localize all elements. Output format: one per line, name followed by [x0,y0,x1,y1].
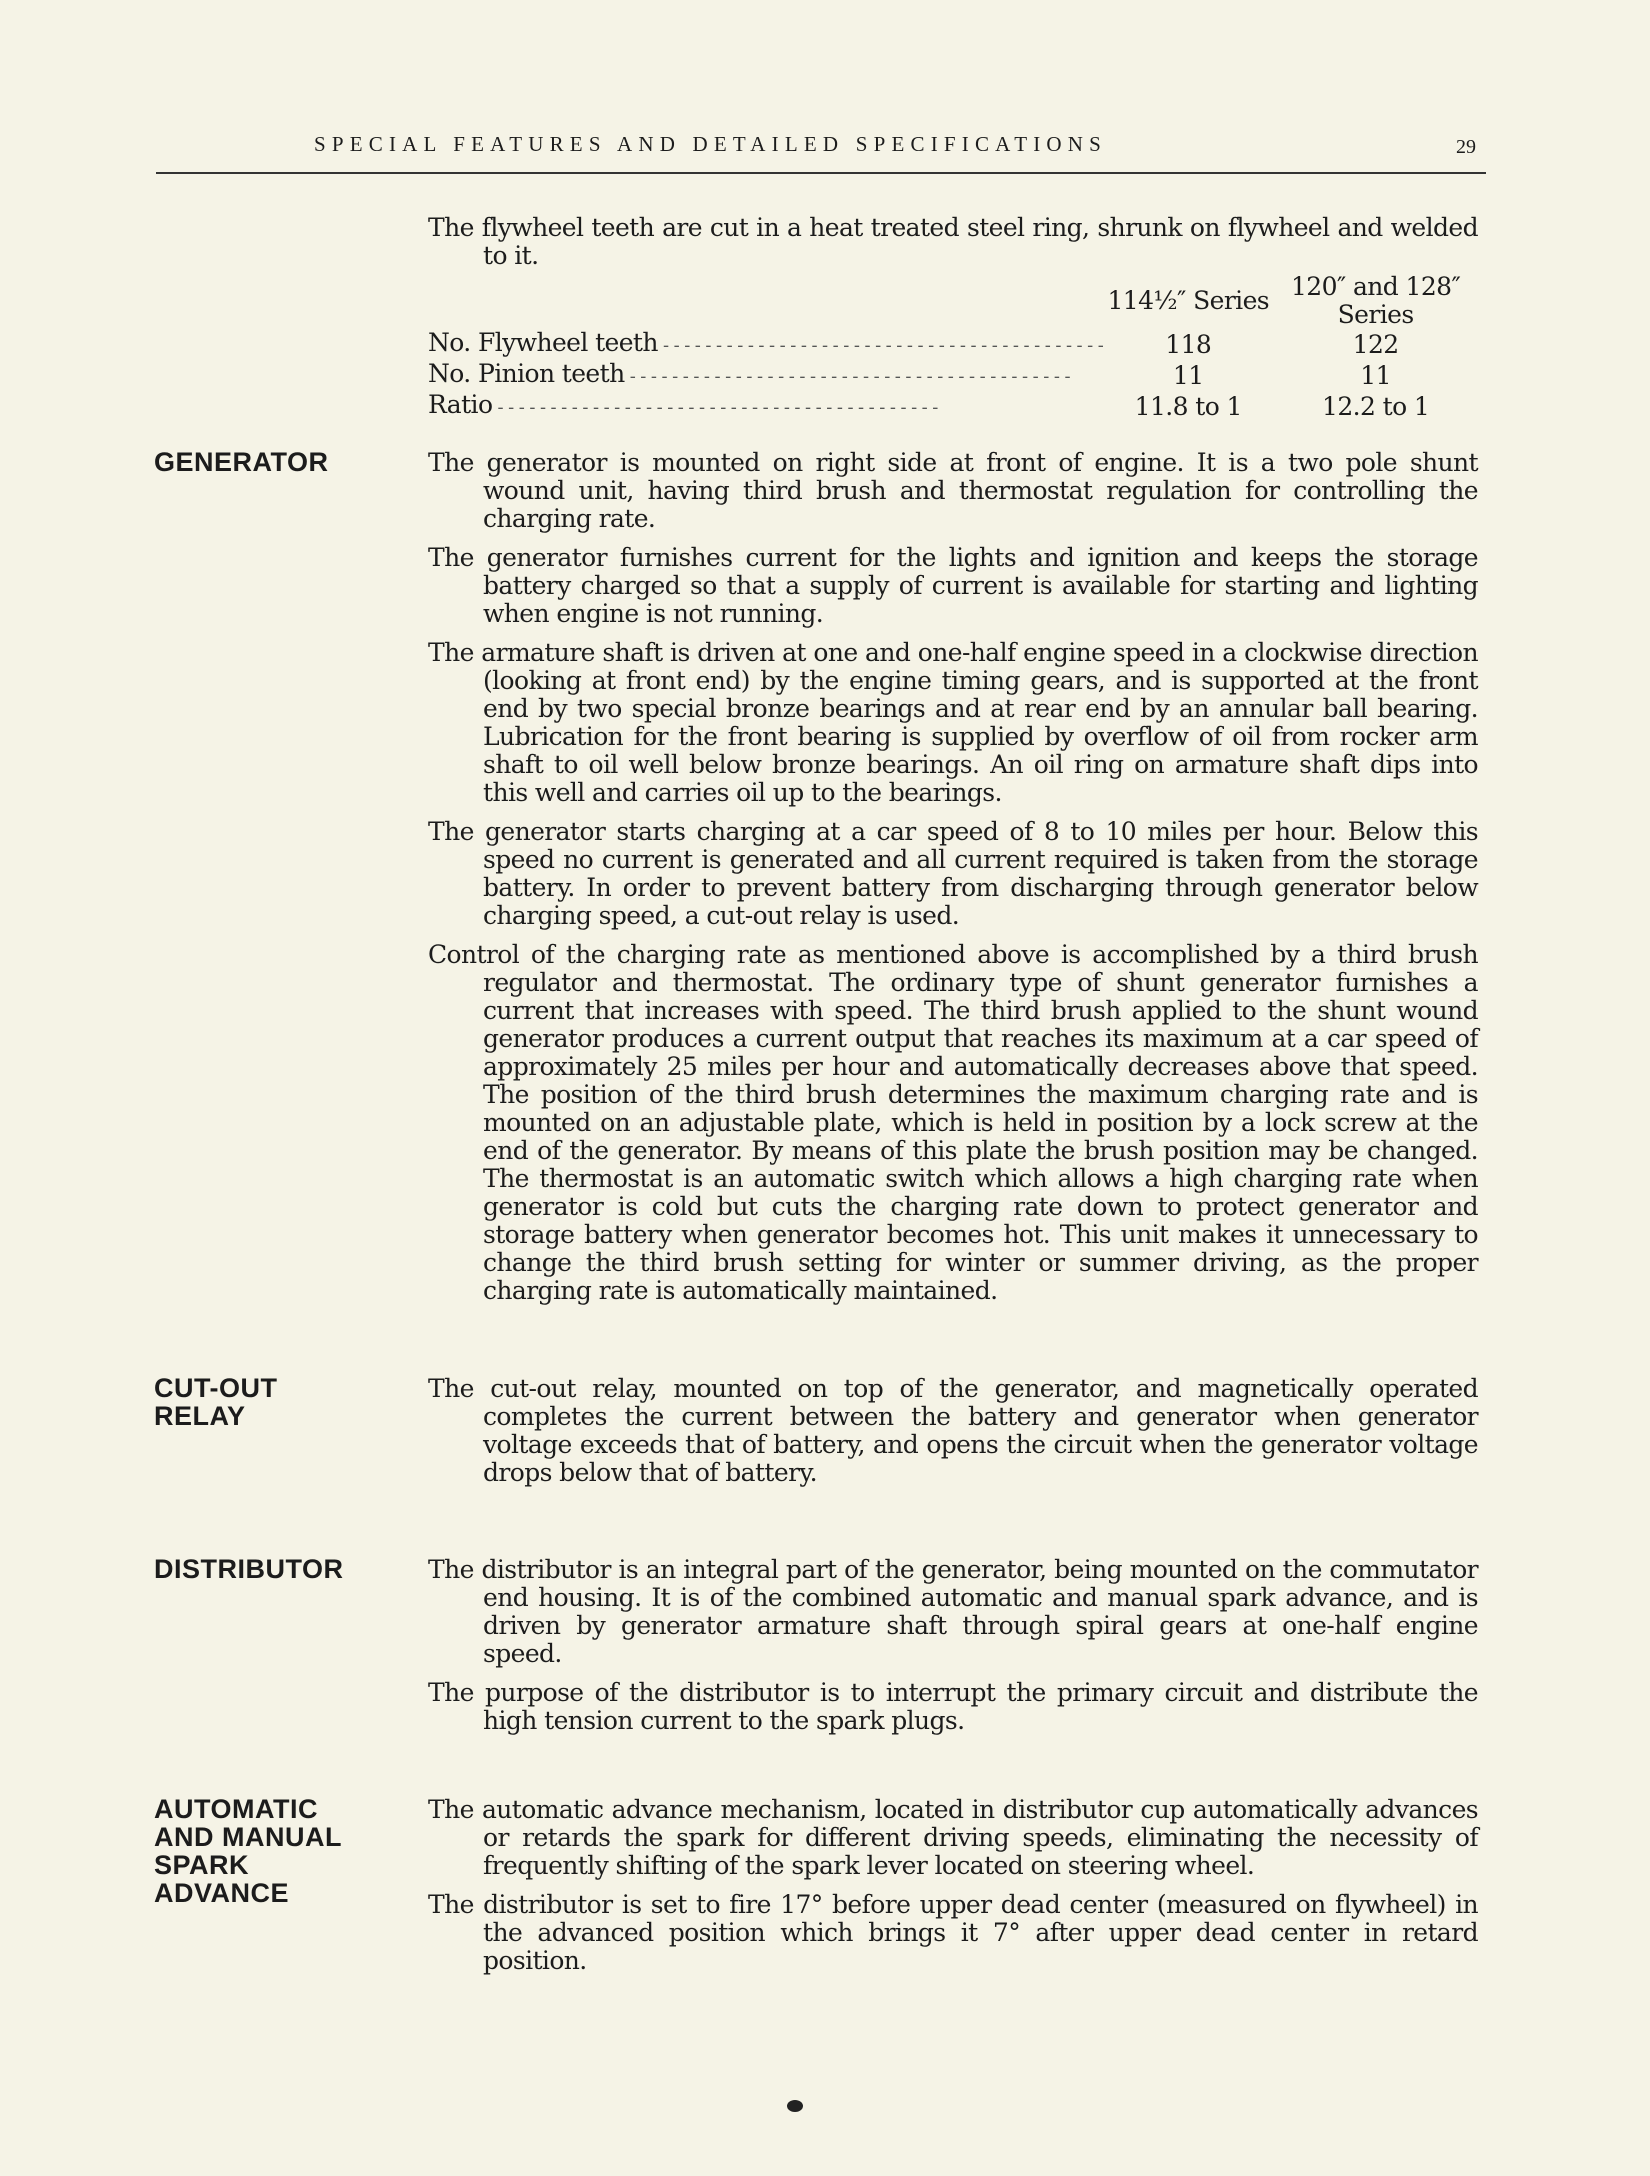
section-heading-generator: GENERATOR [154,447,329,477]
cell: 118 [1165,329,1212,359]
section-generator [428,449,1478,1316]
cell: 11 [1172,360,1204,390]
intro-paragraph: The flywheel teeth are cut in a heat treated steel ring, shrunk on flywheel and welded to it. [428,213,1478,270]
running-header: SPECIAL FEATURES AND DETAILED SPECIFICATIONS [314,132,1108,156]
cell: 11 [1360,360,1391,390]
column-header: 114½″ Series [1107,286,1269,315]
paragraph: The cut-out relay, mounted on top of the generator, and magnetically operated completes the current between the battery and generator when generator voltage exceeds that of battery, and opens the circuit when the generator voltage drops below that of battery. [428,1374,1478,1487]
section-distributor [428,1556,1478,1746]
cell: 12.2 to 1 [1322,391,1430,421]
section-heading-cut-out-relay: CUT-OUT RELAY [154,1373,278,1431]
header-rule [156,172,1486,174]
paragraph: Control of the charging rate as mentioned above is accomplished by a third brush regulator and thermostat. The ordinary type of shunt generator furnishes a current that increases with speed. The third brush applied to the shunt wound generator produces a current output that reaches its maximum at a car speed of approximately 25 miles per hour and automatically decreases above that speed. The position of the third brush determines the maximum charging rate and is mounted on an adjustable plate, which is held in position by a lock screw at the end of the generator. By means of this plate the brush position may be changed. The thermostat is an automatic switch which allows a high charging rate when generator is cold but cuts the charging rate down to protect generator and storage battery when generator becomes hot. This unit makes it unnecessary to change the third brush setting for winter or summer driving, as the proper charging rate is automatically maintained. [428,940,1478,1305]
paragraph: The distributor is set to fire 17° before upper dead center (measured on flywheel) in the advanced position which brings it 7° after upper dead center in retard position. [428,1890,1478,1975]
intro-block [428,214,1478,422]
table-row [428,329,1478,360]
paragraph: The distributor is an integral part of the generator, being mounted on the commutator end housing. It is of the combined automatic and manual spark advance, and is driven by generator armature shaft through spiral gears at one-half engine speed. [428,1555,1478,1668]
section-heading-spark-advance: AUTOMATIC AND MANUAL SPARK ADVANCE [154,1794,342,1908]
paragraph: The generator starts charging at a car speed of 8 to 10 miles per hour. Below this speed no current is generated and all current required is taken from the storage battery. In order to prevent battery from discharging through generator below charging speed, a cut-out relay is used. [428,817,1478,930]
table-row [428,391,1478,422]
paragraph: The armature shaft is driven at one and one-half engine speed in a clockwise direction (looking at front end) by the engine timing gears, and is supported at the front end by two special bronze bearings and at rear end by an annular ball bearing. Lubrication for the front bearing is supplied by overflow of oil from rocker arm shaft to oil well below bronze bearings. An oil ring on armature shaft dips into this well and carries oil up to the bearings. [428,638,1478,807]
table-header-row [428,273,1478,329]
row-label: No. Flywheel teeth - - - [428,329,1103,360]
paragraph: The generator is mounted on right side at front of engine. It is a two pole shunt wound unit, having third brush and thermostat regulation for controlling the charging rate. [428,448,1478,533]
section-spark-advance [428,1796,1478,1986]
paragraph: The automatic advance mechanism, located in distributor cup automatically advances or retards the spark for different driving speeds, eliminating the necessity of frequently shifting of the spark lever located on steering wheel. [428,1795,1478,1880]
footer-ornament [787,2100,803,2112]
paragraph: The generator furnishes current for the lights and ignition and keeps the storage battery charged so that a supply of current is available for starting and lighting when engine is not running. [428,543,1478,628]
cell: 122 [1352,329,1399,359]
cell: 11.8 to 1 [1134,391,1242,421]
paragraph: The purpose of the distributor is to interrupt the primary circuit and distribute the high tension current to the spark plugs. [428,1678,1478,1735]
table-row [428,360,1478,391]
section-heading-distributor: DISTRIBUTOR [154,1554,344,1584]
column-header: 120″ and 128″ Series [1291,272,1461,329]
page-number: 29 [1456,136,1476,158]
flywheel-table [428,273,1478,422]
section-cut-out-relay [428,1375,1478,1498]
row-label: No. Pinion teeth - - - [428,360,1103,391]
row-label: Ratio - - - [428,391,1103,422]
